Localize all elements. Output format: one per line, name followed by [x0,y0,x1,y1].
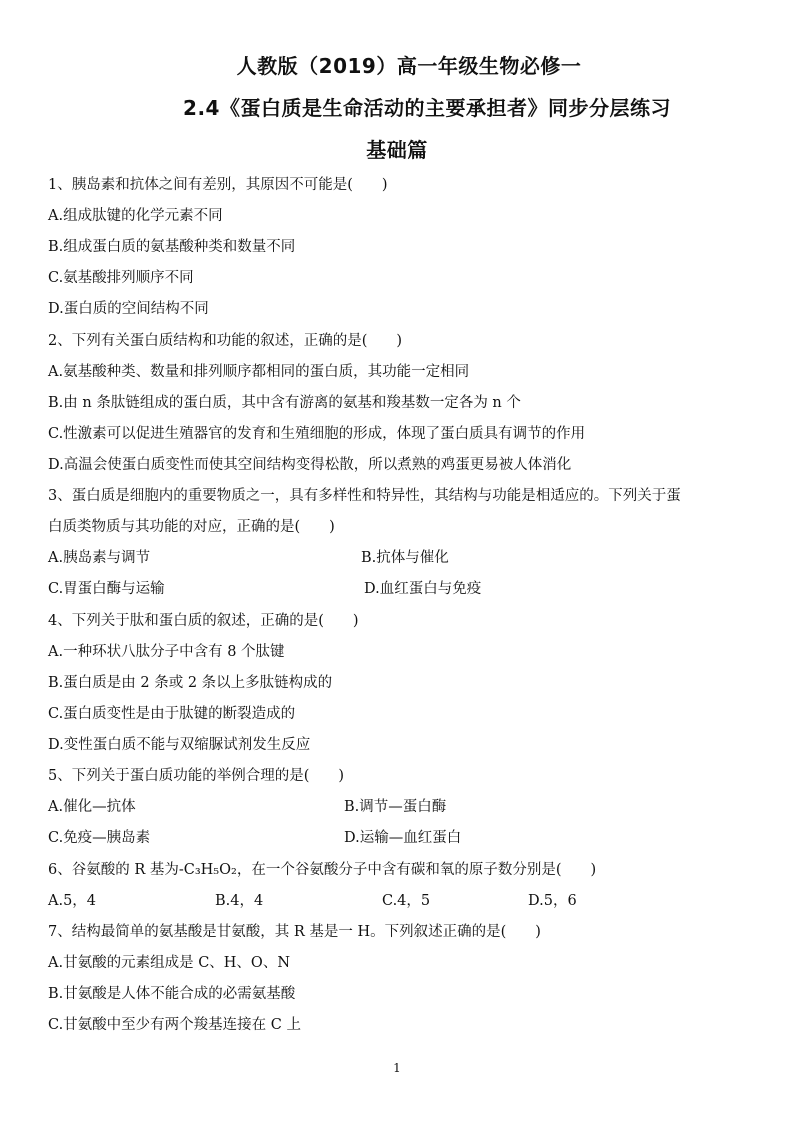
question-6-option-b: B.4，4 [215,893,264,909]
section-heading: 基础篇 [366,138,428,162]
question-7-option-c: C.甘氨酸中至少有两个羧基连接在 C 上 [48,1017,301,1033]
question-6-option-d: D.5，6 [528,893,577,909]
question-2-option-d: D.高温会使蛋白质变性而使其空间结构变得松散，所以煮熟的鸡蛋更易被人体消化 [48,457,572,473]
question-3-option-b: B.抗体与催化 [361,550,449,566]
question-3-stem-line2: 白质类物质与其功能的对应，正确的是( ) [48,519,335,535]
question-4-option-b: B.蛋白质是由 2 条或 2 条以上多肽链构成的 [48,675,333,691]
question-3-option-d: D.血红蛋白与免疫 [364,581,482,597]
question-6-option-a: A.5，4 [48,893,97,909]
question-3-option-c: C.胃蛋白酶与运输 [48,581,165,597]
question-1-option-a: A.组成肽键的化学元素不同 [48,208,223,224]
question-3-option-a: A.胰岛素与调节 [48,550,151,566]
document-title-line2: 2.4《蛋白质是生命活动的主要承担者》同步分层练习 [183,96,671,120]
question-3-stem-line1: 3、蛋白质是细胞内的重要物质之一，具有多样性和特异性，其结构与功能是相适应的。下列关于蛋 [48,488,681,504]
document-title-line1: 人教版（2019）高一年级生物必修一 [236,54,582,78]
question-2-option-a: A.氨基酸种类、数量和排列顺序都相同的蛋白质，其功能一定相同 [48,364,470,380]
question-6-stem: 6、谷氨酸的 R 基为-C₃H₅O₂，在一个谷氨酸分子中含有碳和氧的原子数分别是( ) [48,862,597,878]
question-6-option-c: C.4，5 [382,893,431,909]
question-7-option-b: B.甘氨酸是人体不能合成的必需氨基酸 [48,986,296,1002]
question-7-option-a: A.甘氨酸的元素组成是 C、H、O、N [48,955,291,971]
question-1-option-d: D.蛋白质的空间结构不同 [48,301,209,317]
question-4-option-a: A.一种环状八肽分子中含有 8 个肽键 [48,644,285,660]
question-4-stem: 4、下列关于肽和蛋白质的叙述，正确的是( ) [48,613,359,629]
question-7-stem: 7、结构最简单的氨基酸是甘氨酸，其 R 基是一 H。下列叙述正确的是( ) [48,924,541,940]
question-2-option-c: C.性激素可以促进生殖器官的发育和生殖细胞的形成，体现了蛋白质具有调节的作用 [48,426,586,442]
question-5-option-b: B.调节—蛋白酶 [344,799,447,815]
question-5-option-a: A.催化—抗体 [48,799,136,815]
question-5-option-d: D.运输—血红蛋白 [344,830,462,846]
question-1-stem: 1、胰岛素和抗体之间有差别，其原因不可能是( ) [48,177,388,193]
question-1-option-b: B.组成蛋白质的氨基酸种类和数量不同 [48,239,296,255]
question-4-option-d: D.变性蛋白质不能与双缩脲试剂发生反应 [48,737,311,753]
question-1-option-c: C.氨基酸排列顺序不同 [48,270,194,286]
question-2-option-b: B.由 n 条肽链组成的蛋白质，其中含有游离的氨基和羧基数一定各为 n 个 [48,395,521,411]
question-4-option-c: C.蛋白质变性是由于肽键的断裂造成的 [48,706,296,722]
page-number: 1 [393,1061,401,1075]
question-2-stem: 2、下列有关蛋白质结构和功能的叙述，正确的是( ) [48,333,403,349]
question-5-stem: 5、下列关于蛋白质功能的举例合理的是( ) [48,768,345,784]
question-5-option-c: C.免疫—胰岛素 [48,830,151,846]
